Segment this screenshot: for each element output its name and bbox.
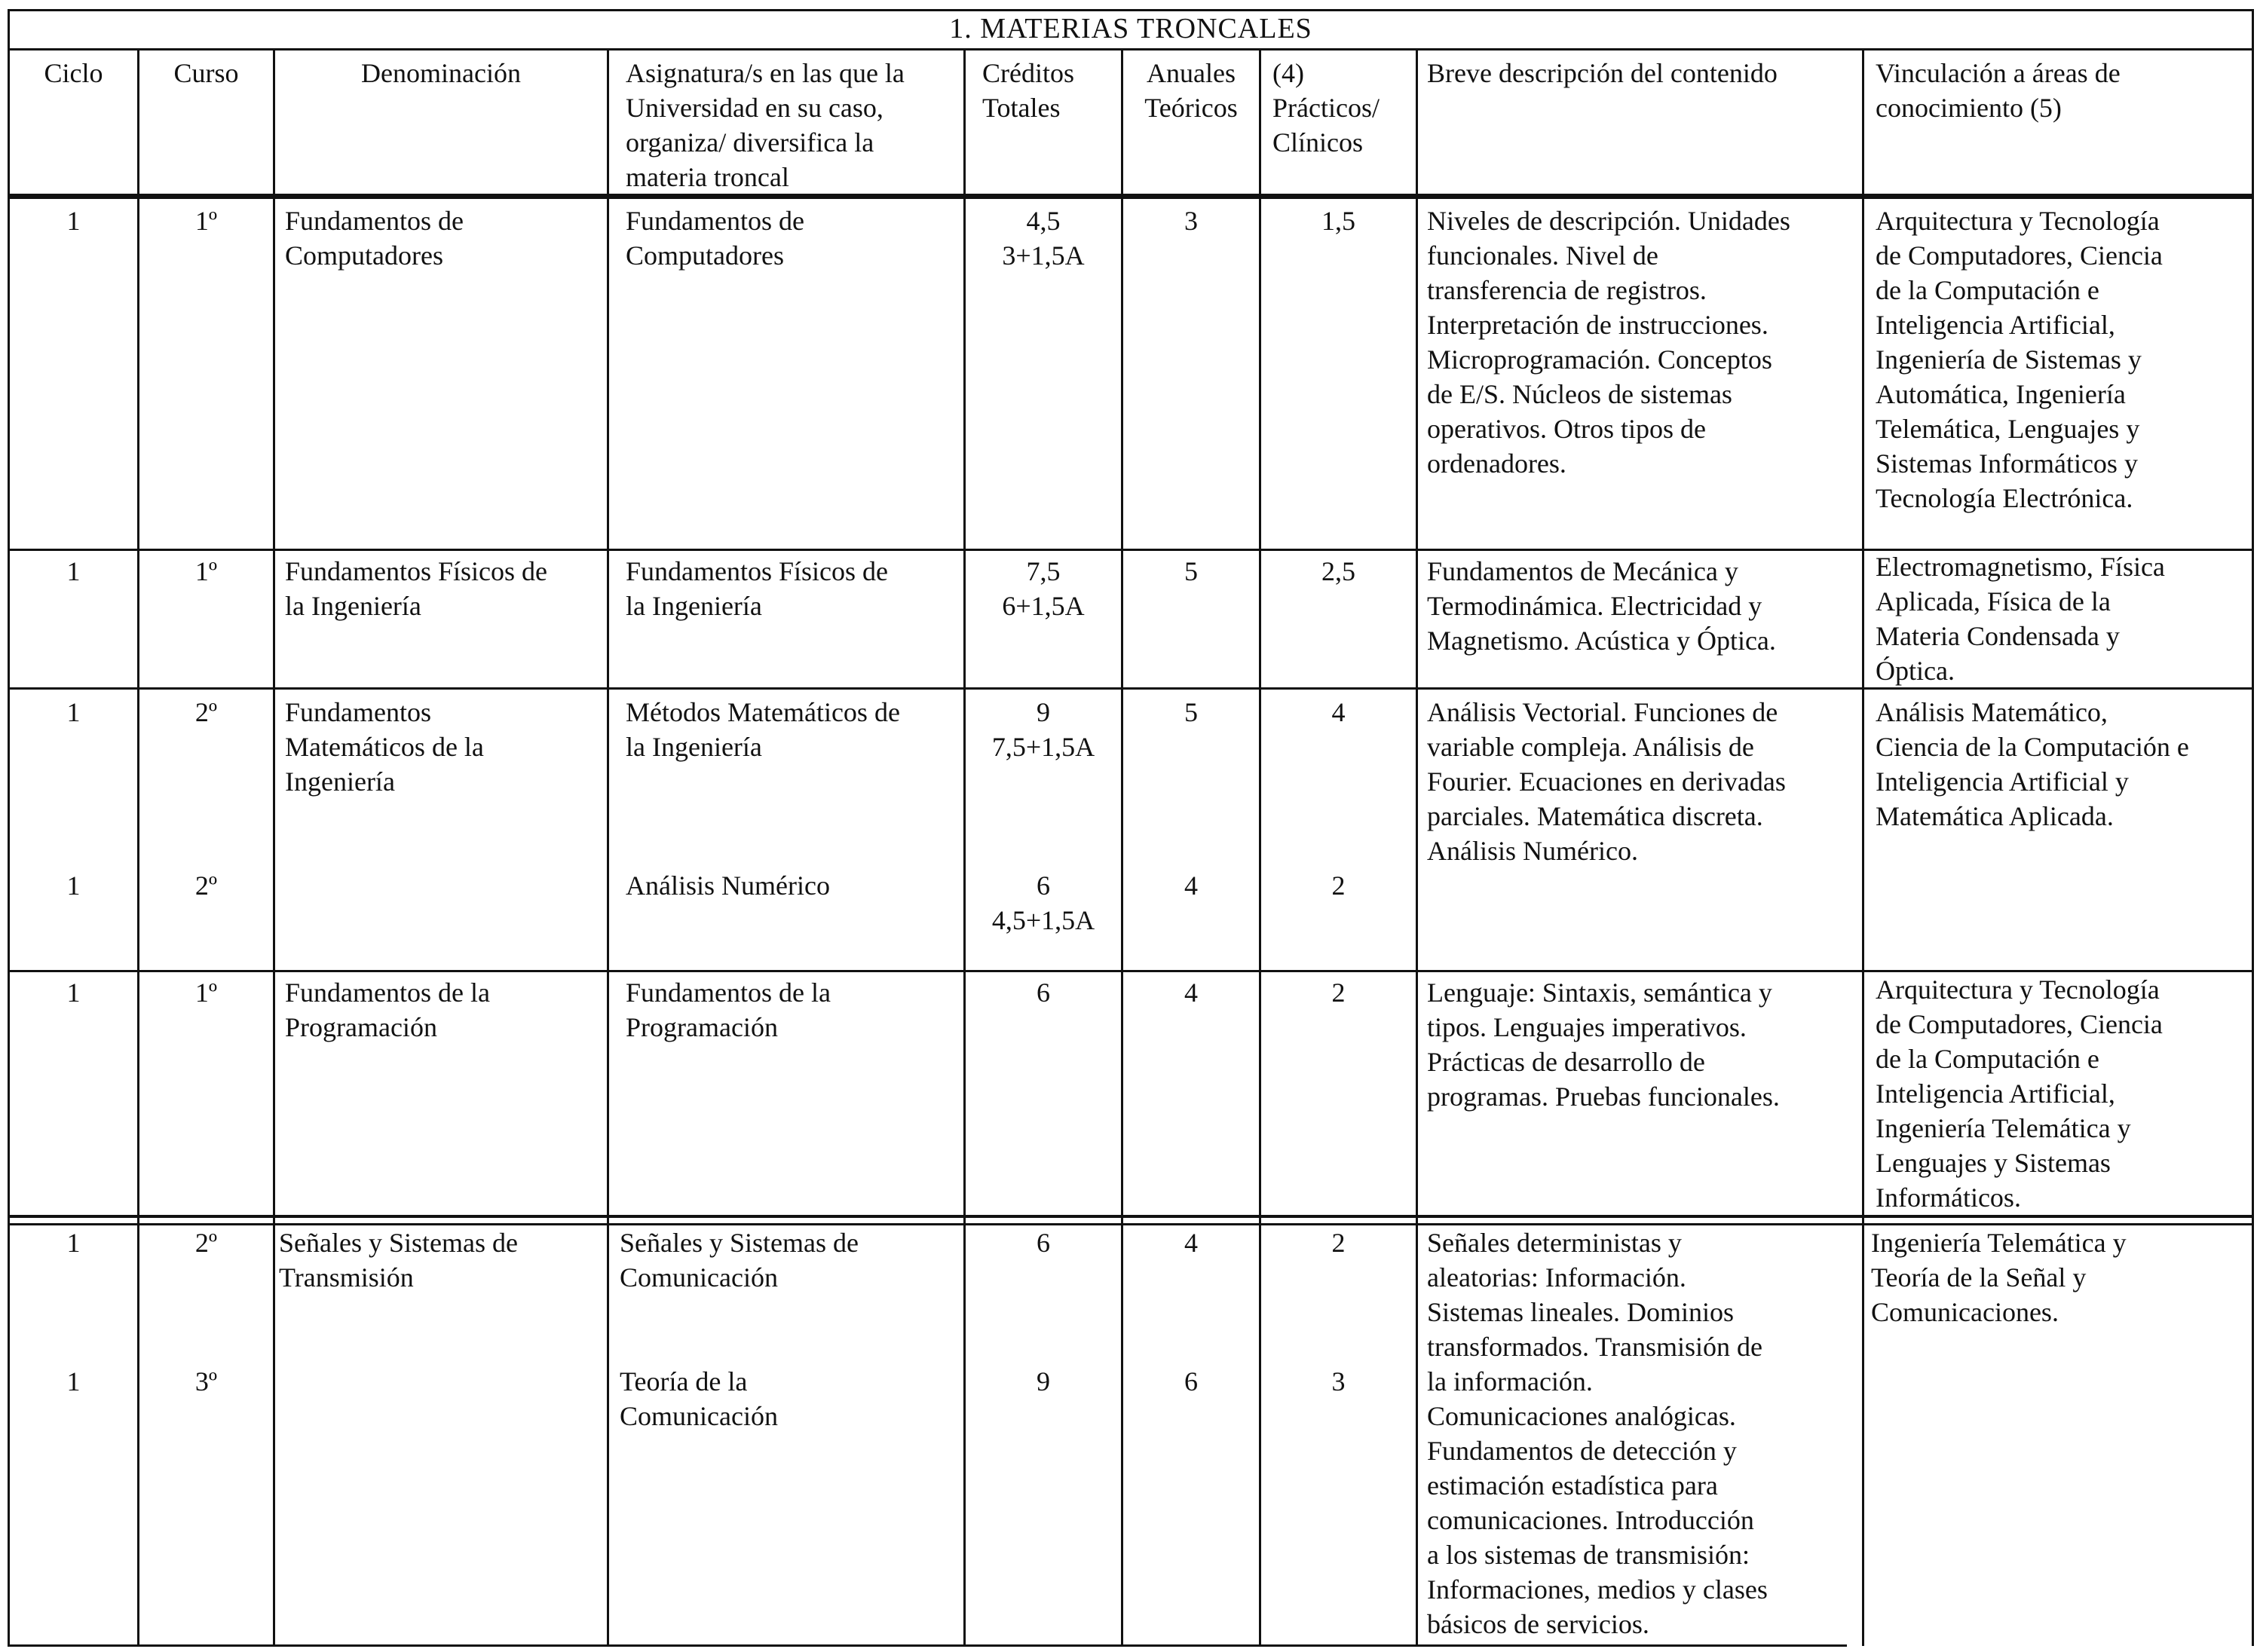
row1-creditos: 4,5 3+1,5A bbox=[1002, 206, 1085, 271]
row5b-ciclo: 1 bbox=[66, 1366, 81, 1397]
header-descripcion: Breve descripción del contenido bbox=[1427, 58, 1778, 88]
row1-teoricos: 3 bbox=[1184, 206, 1198, 236]
col-divider-4 bbox=[963, 48, 966, 1646]
row5-vinculacion: Ingeniería Telemática y Teoría de la Señal y Comunicaciones. bbox=[1871, 1228, 2127, 1327]
row2-ciclo: 1 bbox=[66, 556, 81, 586]
row5-descripcion: Señales deterministas y aleatorias: Información. Sistemas lineales. Dominios transformados. Transmisión de la información. Comunicaciones analógicas. Fundamentos de detección y estimación estadística para comunicaciones. Introducción a los sistemas de transmisión: Informaciones, medios y clases básicos de servicios. bbox=[1427, 1228, 1768, 1639]
row2-curso: 1º bbox=[194, 556, 218, 586]
border-bottom bbox=[8, 1644, 1847, 1647]
col-divider-8 bbox=[1862, 48, 1864, 1646]
row4-vinculacion: Arquitectura y Tecnología de Computadores, Ciencia de la Computación e Inteligencia Artificial, Ingeniería Telemática y Lenguajes y Sistemas Informáticos. bbox=[1876, 974, 2163, 1213]
row3-practicos: 4 bbox=[1331, 697, 1346, 727]
table-title: 1. MATERIAS TRONCALES bbox=[949, 13, 1312, 44]
header-vinculacion: Vinculación a áreas de conocimiento (5) bbox=[1876, 58, 2121, 123]
row3b-asignatura: Análisis Numérico bbox=[626, 870, 830, 901]
row3-vinculacion: Análisis Matemático, Ciencia de la Computación e Inteligencia Artificial y Matemática Aplicada. bbox=[1876, 697, 2189, 831]
row1-ciclo: 1 bbox=[66, 206, 81, 236]
row4-practicos: 2 bbox=[1331, 977, 1346, 1008]
row3-curso: 2º bbox=[194, 697, 218, 727]
header-denominacion: Denominación bbox=[361, 58, 521, 88]
row3b-curso: 2º bbox=[194, 870, 218, 901]
row3-teoricos: 5 bbox=[1184, 697, 1198, 727]
row2-vinculacion: Electromagnetismo, Física Aplicada, Física de la Materia Condensada y Óptica. bbox=[1876, 552, 2165, 686]
row2-practicos: 2,5 bbox=[1321, 556, 1355, 586]
row1-vinculacion: Arquitectura y Tecnología de Computadores, Ciencia de la Computación e Inteligencia Artificial, Ingeniería de Sistemas y Automática, Ingeniería Telemática, Lenguajes y Sistemas Informáticos y Tecnología Electrónica. bbox=[1876, 206, 2163, 513]
row3-denominacion: Fundamentos Matemáticos de la Ingeniería bbox=[285, 697, 484, 797]
row5-asignatura: Señales y Sistemas de Comunicación bbox=[620, 1228, 859, 1293]
row3b-practicos: 2 bbox=[1331, 870, 1346, 901]
row5-ciclo: 1 bbox=[66, 1228, 81, 1258]
col-divider-2 bbox=[273, 48, 275, 1646]
row5-denominacion: Señales y Sistemas de Transmisión bbox=[279, 1228, 518, 1293]
row3-asignatura: Métodos Matemáticos de la Ingeniería bbox=[626, 697, 900, 762]
border-right bbox=[2252, 9, 2254, 1646]
row4-descripcion: Lenguaje: Sintaxis, semántica y tipos. Lenguajes imperativos. Prácticas de desarrollo de programas. Pruebas funcionales. bbox=[1427, 977, 1780, 1112]
row3b-ciclo: 1 bbox=[66, 870, 81, 901]
row-divider-4 bbox=[8, 1215, 2254, 1218]
row5b-creditos: 9 bbox=[1037, 1366, 1050, 1397]
header-ciclo: Ciclo bbox=[44, 58, 103, 88]
row5-teoricos: 4 bbox=[1184, 1228, 1198, 1258]
header-anuales: Anuales Teóricos bbox=[1144, 58, 1238, 123]
row4-creditos: 6 bbox=[1037, 977, 1050, 1008]
border-top bbox=[8, 9, 2254, 11]
col-divider-6 bbox=[1259, 48, 1261, 1646]
col-divider-5 bbox=[1121, 48, 1123, 1646]
row4-curso: 1º bbox=[194, 977, 218, 1008]
header-curso: Curso bbox=[173, 58, 239, 88]
row2-descripcion: Fundamentos de Mecánica y Termodinámica. Electricidad y Magnetismo. Acústica y Óptica. bbox=[1427, 556, 1776, 656]
row4-denominacion: Fundamentos de la Programación bbox=[285, 977, 490, 1042]
row1-curso: 1º bbox=[194, 206, 218, 236]
header-practicos: (4) Prácticos/ Clínicos bbox=[1272, 58, 1380, 158]
row3-descripcion: Análisis Vectorial. Funciones de variable compleja. Análisis de Fourier. Ecuaciones en derivadas parciales. Matemática discreta. Análisis Numérico. bbox=[1427, 697, 1786, 866]
row1-denominacion: Fundamentos de Computadores bbox=[285, 206, 464, 271]
row4-ciclo: 1 bbox=[66, 977, 81, 1008]
row1-asignatura: Fundamentos de Computadores bbox=[626, 206, 804, 271]
col-divider-1 bbox=[137, 48, 139, 1646]
row4-asignatura: Fundamentos de la Programación bbox=[626, 977, 831, 1042]
row3-creditos: 9 7,5+1,5A bbox=[991, 697, 1095, 762]
row1-practicos: 1,5 bbox=[1321, 206, 1355, 236]
header-creditos: Créditos Totales bbox=[982, 58, 1074, 123]
row2-asignatura: Fundamentos Físicos de la Ingeniería bbox=[626, 556, 888, 621]
row5b-curso: 3º bbox=[194, 1366, 218, 1397]
row2-denominacion: Fundamentos Físicos de la Ingeniería bbox=[285, 556, 547, 621]
row5b-teoricos: 6 bbox=[1184, 1366, 1198, 1397]
row1-descripcion: Niveles de descripción. Unidades funcionales. Nivel de transferencia de registros. Interpretación de instrucciones. Microprogramación. Conceptos de E/S. Núcleos de sistemas operativos. Otros tipos de ordenadores. bbox=[1427, 206, 1790, 479]
row5b-practicos: 3 bbox=[1331, 1366, 1346, 1397]
header-asignaturas: Asignatura/s en las que la Universidad en su caso, organiza/ diversifica la materia troncal bbox=[626, 58, 905, 192]
row2-teoricos: 5 bbox=[1184, 556, 1198, 586]
col-divider-7 bbox=[1416, 48, 1418, 1646]
title-divider bbox=[8, 48, 2254, 50]
header-divider bbox=[8, 194, 2254, 199]
row5-curso: 2º bbox=[194, 1228, 218, 1258]
row3-ciclo: 1 bbox=[66, 697, 81, 727]
row5b-asignatura: Teoría de la Comunicación bbox=[620, 1366, 778, 1431]
col-divider-3 bbox=[607, 48, 609, 1646]
border-left bbox=[8, 9, 10, 1646]
row4-teoricos: 4 bbox=[1184, 977, 1198, 1008]
row5-creditos: 6 bbox=[1037, 1228, 1050, 1258]
row3b-creditos: 6 4,5+1,5A bbox=[991, 870, 1095, 935]
row5-practicos: 2 bbox=[1331, 1228, 1346, 1258]
row2-creditos: 7,5 6+1,5A bbox=[1002, 556, 1085, 621]
row3b-teoricos: 4 bbox=[1184, 870, 1198, 901]
